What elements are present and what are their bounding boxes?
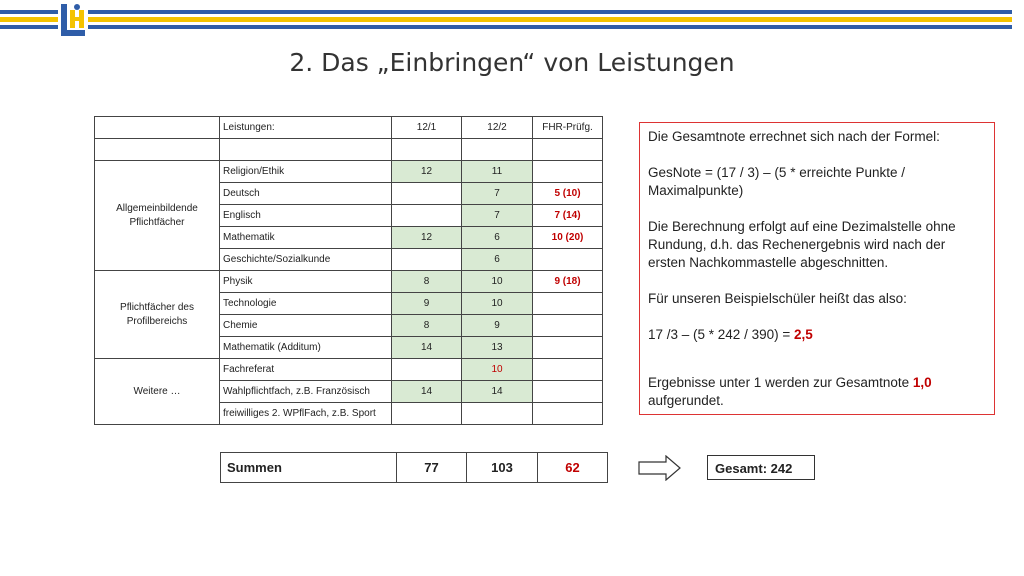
value-cell xyxy=(392,205,462,227)
info-formula: GesNote = (17 / 3) – (5 * erreichte Punkte / Maximalpunkte) xyxy=(648,165,906,198)
value-cell xyxy=(392,403,462,425)
value-cell: 10 xyxy=(462,293,533,315)
subject-cell: Mathematik xyxy=(220,227,392,249)
grades-table xyxy=(94,116,603,425)
value-cell: 9 xyxy=(462,315,533,337)
header-stripe-blue-bottom xyxy=(0,25,1012,29)
example-formula: 17 /3 – (5 * 242 / 390) = xyxy=(648,327,791,342)
subject-cell: Chemie xyxy=(220,315,392,337)
school-logo xyxy=(58,2,88,40)
group-label: Weitere … xyxy=(95,359,220,425)
value-cell: 6 xyxy=(462,249,533,271)
sums-label: Summen xyxy=(221,453,397,483)
subject-cell: Religion/Ethik xyxy=(220,161,392,183)
value-cell: 5 (10) xyxy=(533,183,603,205)
subject-cell: Wahlpflichtfach, z.B. Französisch xyxy=(220,381,392,403)
value-cell: 11 xyxy=(462,161,533,183)
info-paragraph: Für unseren Beispielschüler heißt das also: xyxy=(648,291,907,306)
table-row-empty xyxy=(95,139,603,161)
value-cell xyxy=(533,381,603,403)
sum-col-12-2: 103 xyxy=(467,453,538,483)
value-cell: 14 xyxy=(392,381,462,403)
header-col-fhr: FHR-Prüfg. xyxy=(533,117,603,139)
example-result: 2,5 xyxy=(794,327,813,342)
value-cell xyxy=(533,337,603,359)
subject-cell: Mathematik (Additum) xyxy=(220,337,392,359)
value-cell xyxy=(392,249,462,271)
header-col-12-2: 12/2 xyxy=(462,117,533,139)
value-cell: 12 xyxy=(392,161,462,183)
value-cell xyxy=(392,359,462,381)
right-arrow-icon xyxy=(638,455,682,486)
header-stripe-yellow xyxy=(0,17,1012,22)
value-cell: 14 xyxy=(462,381,533,403)
value-cell: 10 (20) xyxy=(533,227,603,249)
rounding-text: Ergebnisse unter 1 werden zur Gesamtnote xyxy=(648,375,910,390)
header-label: Leistungen: xyxy=(220,117,392,139)
value-cell xyxy=(533,161,603,183)
subject-cell: freiwilliges 2. WPflFach, z.B. Sport xyxy=(220,403,392,425)
value-cell: 12 xyxy=(392,227,462,249)
rounding-value: 1,0 xyxy=(912,375,932,390)
value-cell: 10 xyxy=(462,271,533,293)
sum-col-fhr: 62 xyxy=(538,453,608,483)
rounding-end: aufgerundet. xyxy=(648,393,724,408)
value-cell xyxy=(392,183,462,205)
value-cell xyxy=(533,293,603,315)
subject-cell: Englisch xyxy=(220,205,392,227)
subject-cell: Deutsch xyxy=(220,183,392,205)
header-stripe-blue-top xyxy=(0,10,1012,14)
value-cell: 9 (18) xyxy=(533,271,603,293)
subject-cell: Technologie xyxy=(220,293,392,315)
value-cell xyxy=(462,403,533,425)
subject-cell: Geschichte/Sozialkunde xyxy=(220,249,392,271)
header-col-12-1: 12/1 xyxy=(392,117,462,139)
value-cell: 7 (14) xyxy=(533,205,603,227)
table-header-row xyxy=(95,117,603,139)
group-label: Allgemeinbildende Pflichtfächer xyxy=(95,161,220,271)
info-rounding xyxy=(648,374,986,410)
value-cell: 13 xyxy=(462,337,533,359)
table-row xyxy=(95,161,603,183)
sums-row xyxy=(221,453,608,483)
info-paragraph: Die Gesamtnote errechnet sich nach der Formel: xyxy=(648,129,940,144)
subject-cell: Fachreferat xyxy=(220,359,392,381)
value-cell: 8 xyxy=(392,315,462,337)
value-cell: 6 xyxy=(462,227,533,249)
info-example xyxy=(648,326,986,344)
sums-table xyxy=(220,452,608,483)
value-cell xyxy=(533,249,603,271)
value-cell: 10 xyxy=(462,359,533,381)
value-cell: 9 xyxy=(392,293,462,315)
subject-cell: Physik xyxy=(220,271,392,293)
page-title: 2. Das „Einbringen“ von Leistungen xyxy=(289,48,735,77)
value-cell: 7 xyxy=(462,183,533,205)
value-cell: 14 xyxy=(392,337,462,359)
sum-col-12-1: 77 xyxy=(397,453,467,483)
value-cell: 7 xyxy=(462,205,533,227)
value-cell xyxy=(533,403,603,425)
info-paragraph: Die Berechnung erfolgt auf eine Dezimalstelle ohne Rundung, d.h. das Rechenergebnis wird nach der ersten Nachkommastelle abgeschnitten. xyxy=(648,219,956,270)
table-row xyxy=(95,271,603,293)
formula-info-box xyxy=(639,122,995,415)
value-cell xyxy=(533,359,603,381)
table-row xyxy=(95,359,603,381)
group-label: Pflichtfächer des Profilbereichs xyxy=(95,271,220,359)
value-cell: 8 xyxy=(392,271,462,293)
value-cell xyxy=(533,315,603,337)
total-points-box: Gesamt: 242 xyxy=(707,455,815,480)
